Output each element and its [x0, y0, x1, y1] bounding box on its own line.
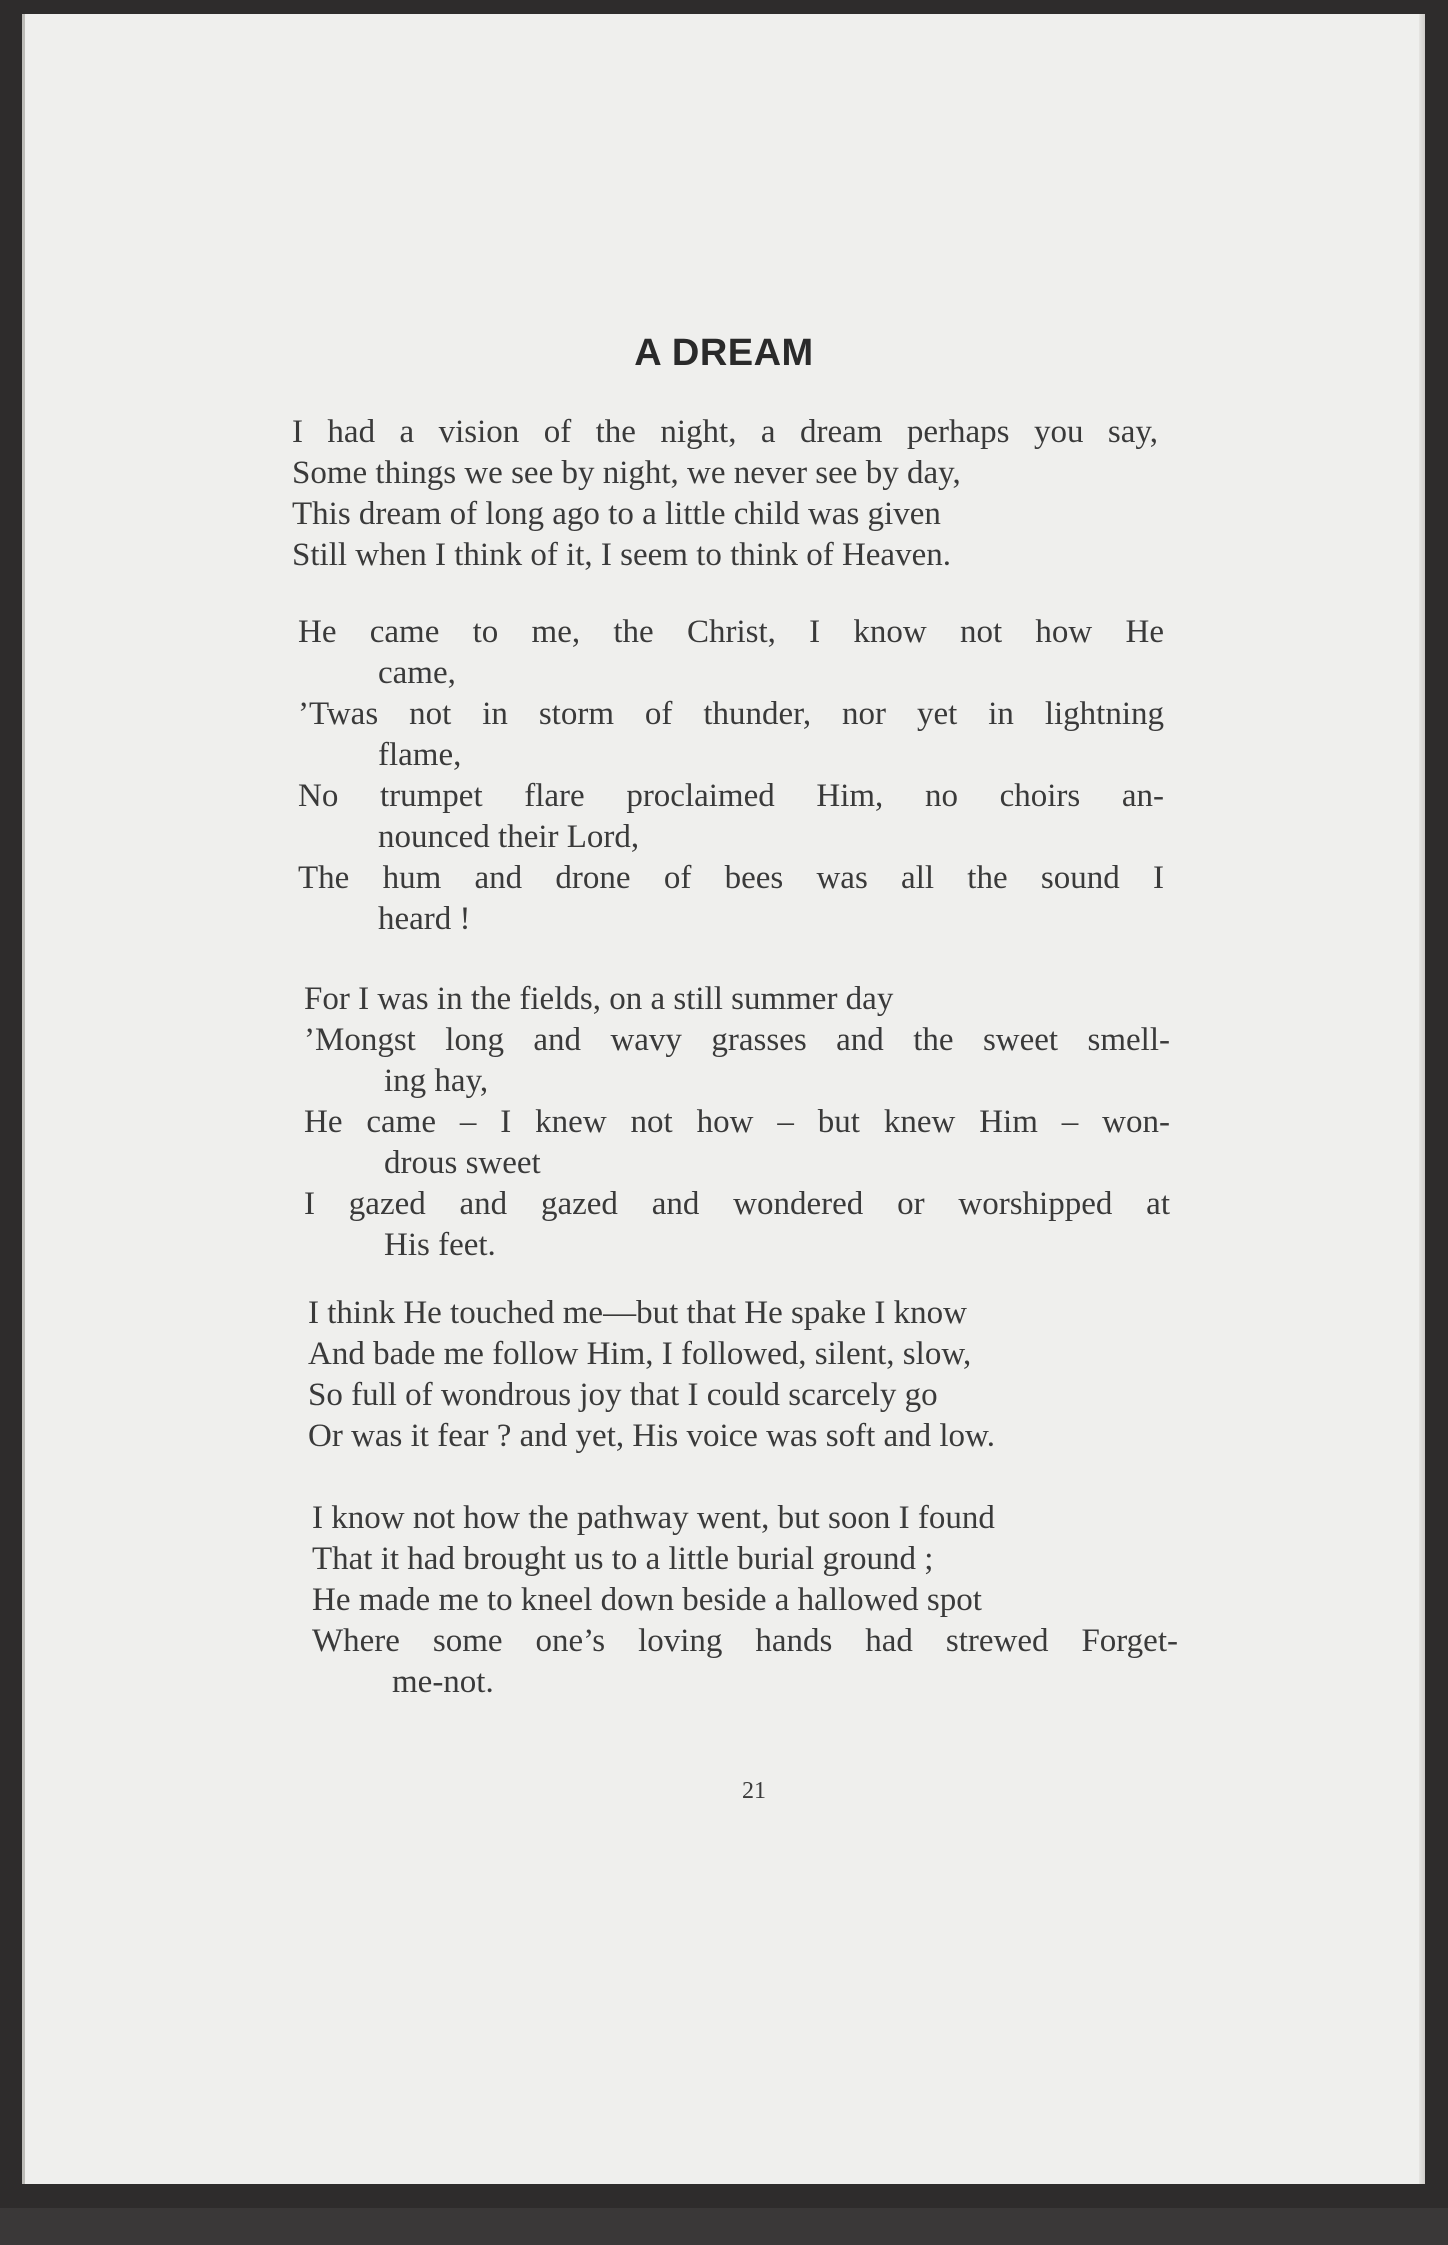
poem-line: He came to me, the Christ, I know not how He: [298, 614, 1164, 650]
poem-line: ’Twas not in storm of thunder, nor yet in lightning: [298, 696, 1164, 732]
poem-line: For I was in the fields, on a still summer day: [304, 981, 894, 1017]
poem-line: I had a vision of the night, a dream perhaps you say,: [292, 414, 1158, 450]
poem-line: Still when I think of it, I seem to think of Heaven.: [292, 537, 951, 573]
poem-line: I gazed and gazed and wondered or worshipped at: [304, 1186, 1170, 1222]
poem-line: Where some one’s loving hands had strewed Forget-: [312, 1623, 1178, 1659]
poem-line: I know not how the pathway went, but soon I found: [312, 1500, 995, 1536]
poem-line: Some things we see by night, we never see by day,: [292, 455, 961, 491]
poem-line: I think He touched me—but that He spake I know: [308, 1295, 967, 1331]
stanza-3: [304, 979, 1184, 1266]
poem-line: So full of wondrous joy that I could scarcely go: [308, 1377, 938, 1413]
poem-line: Or was it fear ? and yet, His voice was soft and low.: [308, 1418, 995, 1454]
visible-page-number: 21: [742, 1778, 766, 1804]
poem-line-continuation: heard !: [378, 901, 471, 937]
poem-title: A DREAM: [634, 332, 814, 374]
poem-line: No trumpet flare proclaimed Him, no choirs an-: [298, 778, 1164, 814]
poem-line: That it had brought us to a little burial ground ;: [312, 1541, 934, 1577]
poem-line-continuation: ing hay,: [384, 1063, 489, 1099]
poem-line-continuation: nounced their Lord,: [378, 819, 640, 855]
poem-line: ’Mongst long and wavy grasses and the sweet smell-: [304, 1022, 1170, 1058]
poem-line-continuation: me-not.: [392, 1664, 494, 1700]
poem-line: He made me to kneel down beside a hallowed spot: [312, 1582, 982, 1618]
stanza-2: [298, 612, 1164, 940]
poem-line: He came – I knew not how – but knew Him – won-: [304, 1104, 1170, 1140]
stanza-1: [292, 412, 1172, 576]
poem-line-continuation: drous sweet: [384, 1145, 541, 1181]
stanza-5: [312, 1498, 1192, 1703]
poem-line: And bade me follow Him, I followed, silent, slow,: [308, 1336, 972, 1372]
poem-line-continuation: His feet.: [384, 1227, 496, 1263]
stanza-4: [308, 1293, 1188, 1457]
poem-line-continuation: came,: [378, 655, 456, 691]
poem-line-continuation: flame,: [378, 737, 462, 773]
poem-line: This dream of long ago to a little child was given: [292, 496, 941, 532]
poem-line: The hum and drone of bees was all the sound I: [298, 860, 1164, 896]
